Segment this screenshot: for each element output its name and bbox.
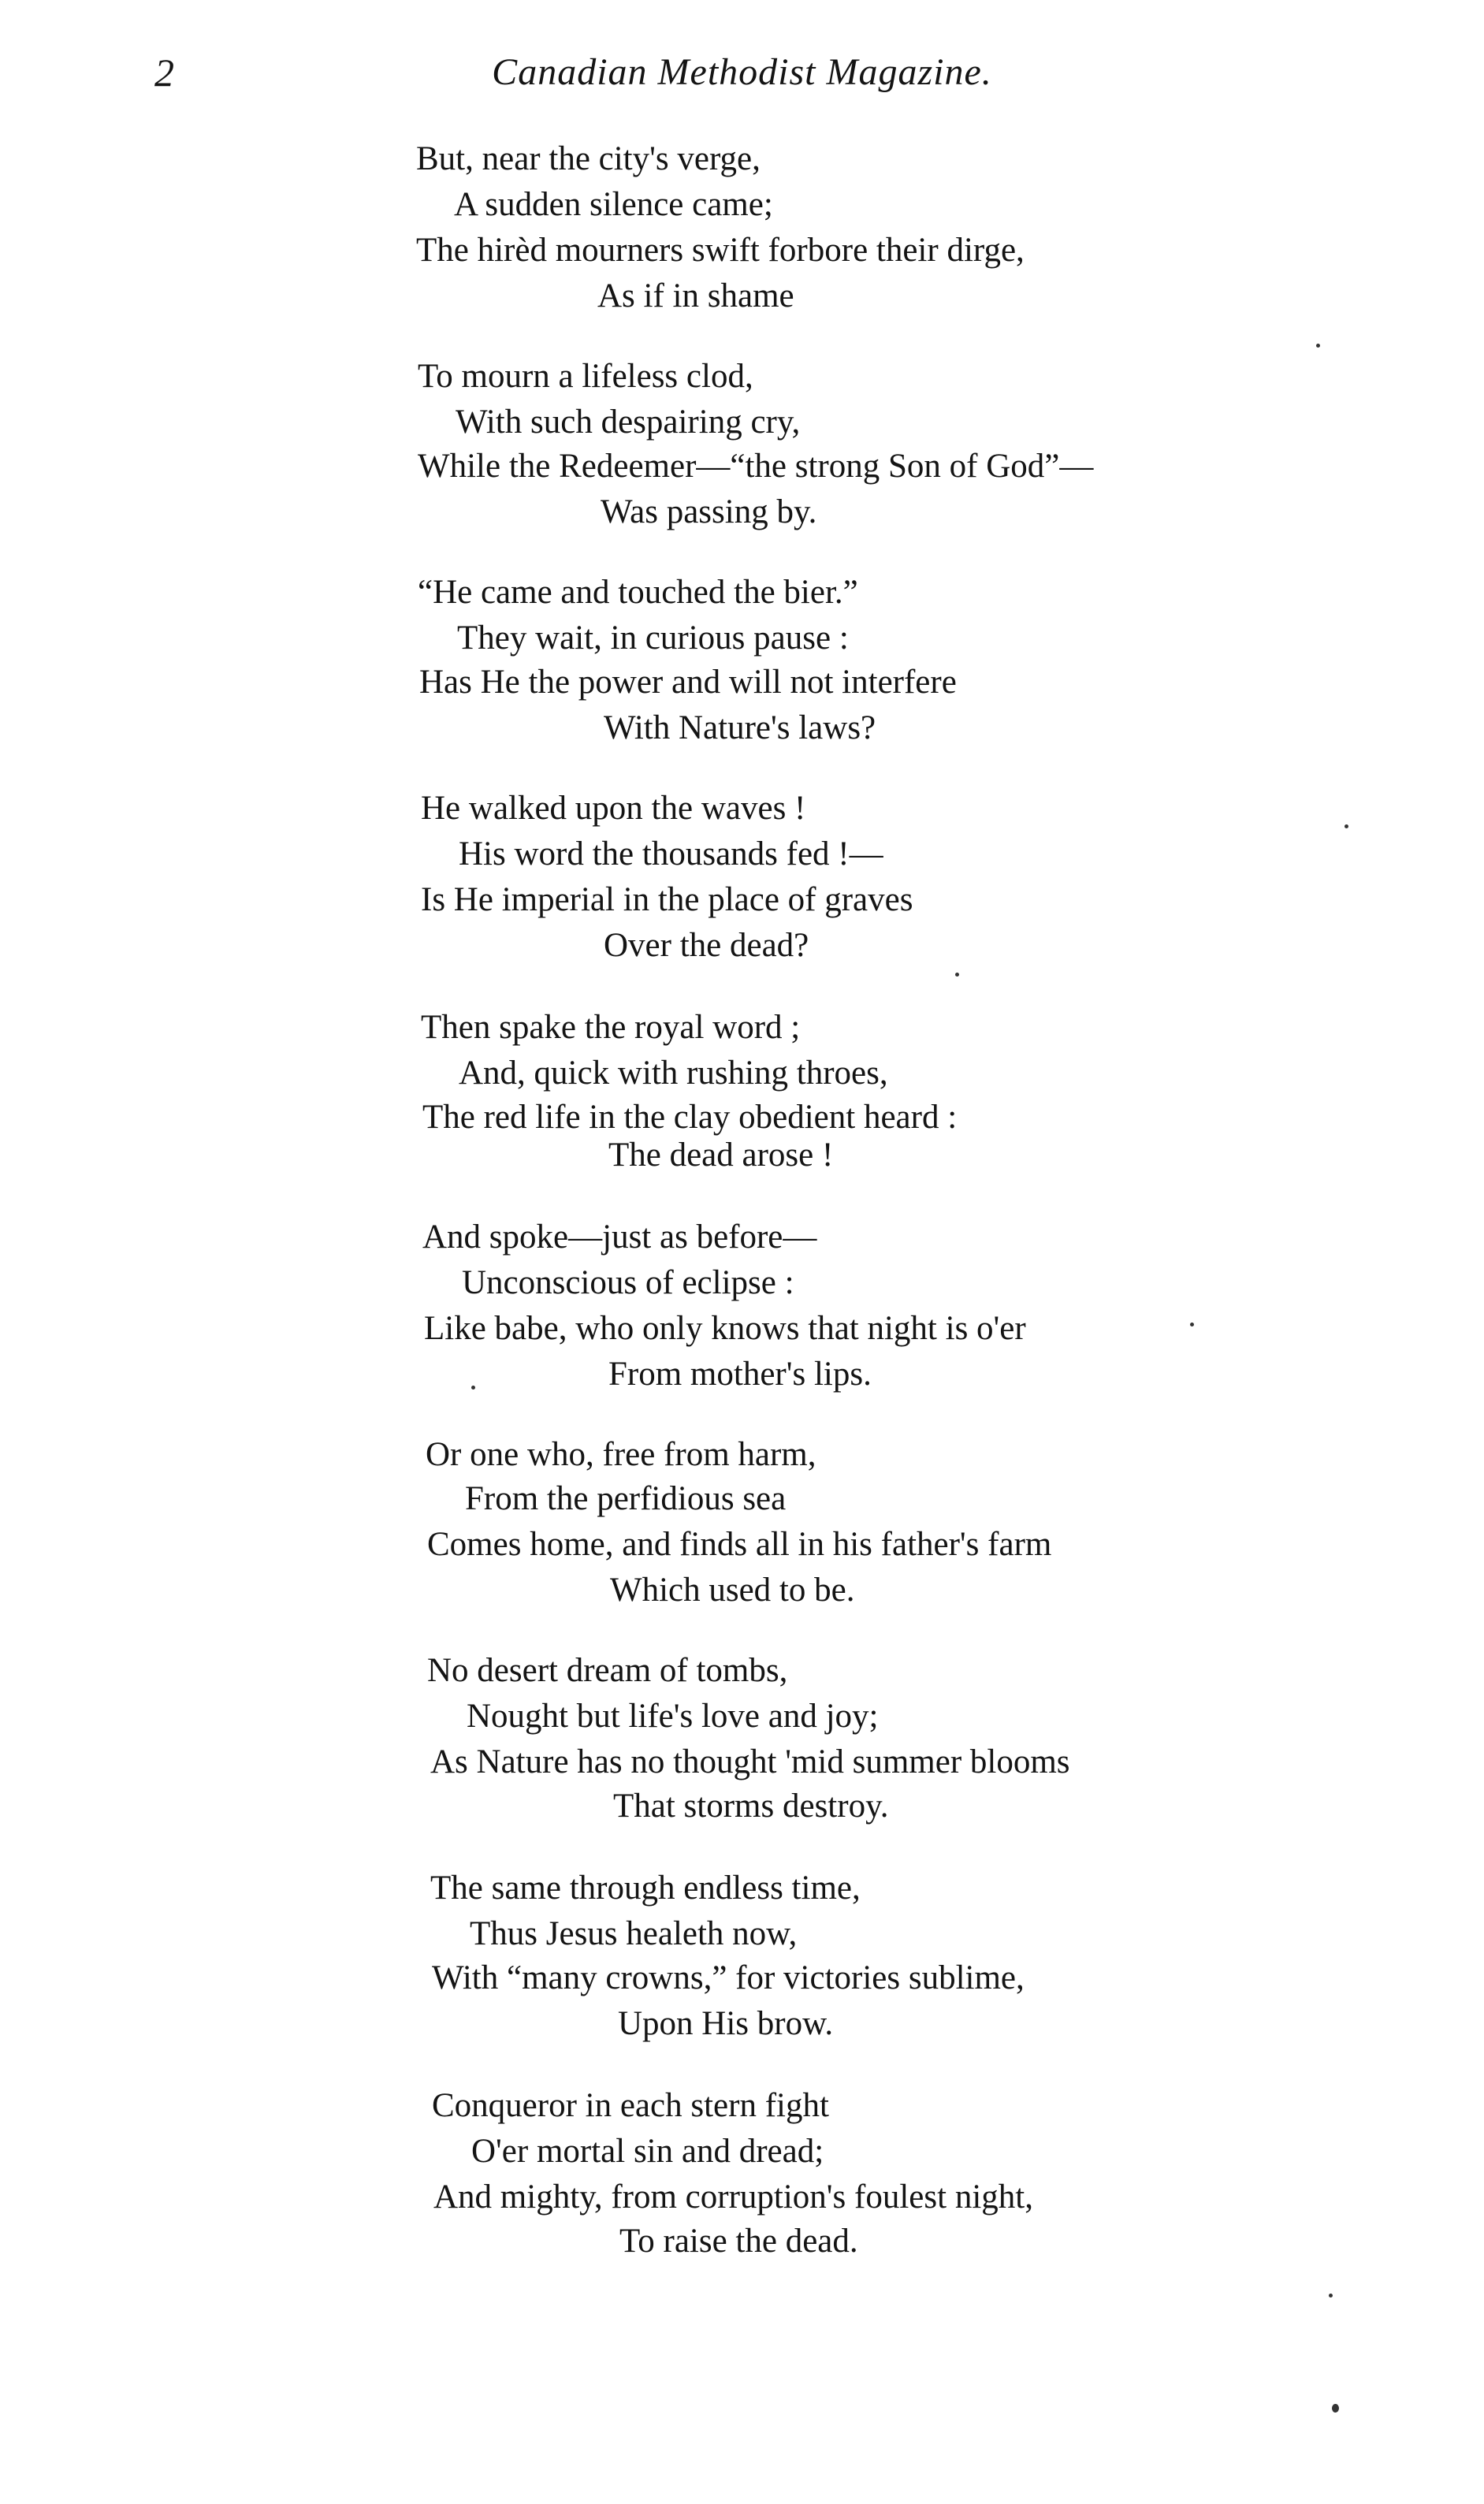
poem-line: Comes home, and finds all in his father's farm: [427, 1526, 1052, 1563]
poem-line: And mighty, from corruption's foulest night,: [433, 2178, 1033, 2216]
poem-line: Thus Jesus healeth now,: [470, 1915, 798, 1952]
poem-line: With such despairing cry,: [456, 404, 801, 441]
poem-line: Or one who, free from harm,: [426, 1436, 816, 1473]
poem-line: Has He the power and will not interfere: [419, 664, 957, 701]
poem-line: His word the thousands fed !—: [459, 835, 883, 872]
poem-line: He walked upon the waves !: [421, 790, 806, 827]
poem-line: The red life in the clay obedient heard :: [422, 1099, 958, 1136]
poem-line: The hirèd mourners swift forbore their dirge,: [416, 232, 1025, 269]
poem-line: Was passing by.: [601, 493, 817, 530]
poem-line: But, near the city's verge,: [416, 140, 761, 177]
poem-line: The dead arose !: [608, 1137, 834, 1174]
scan-speck: [471, 1386, 475, 1390]
poem-line: Conqueror in each stern fight: [432, 2087, 829, 2124]
poem-line: Is He imperial in the place of graves: [421, 881, 913, 918]
poem-line: Like babe, who only knows that night is o'er: [424, 1310, 1026, 1347]
poem-line: From mother's lips.: [608, 1356, 872, 1393]
running-head: Canadian Methodist Magazine.: [492, 51, 992, 93]
poem-line: And, quick with rushing throes,: [459, 1055, 888, 1092]
poem-line: As Nature has no thought 'mid summer blooms: [430, 1743, 1070, 1780]
page-number: 2: [154, 50, 174, 95]
scan-speck: [1190, 1323, 1194, 1326]
poem-line: That storms destroy.: [613, 1788, 889, 1825]
poem-line: With Nature's laws?: [604, 709, 876, 746]
poem-line: From the perfidious sea: [465, 1480, 787, 1517]
scan-speck: [1332, 2404, 1339, 2413]
scan-speck: [1329, 2294, 1333, 2298]
poem-line: As if in shame: [597, 277, 794, 314]
scan-speck: [955, 973, 959, 977]
scan-speck: [1345, 824, 1348, 828]
poem-line: With “many crowns,” for victories sublime,: [432, 1959, 1025, 1996]
scan-speck: [1316, 344, 1320, 348]
poem-line: No desert dream of tombs,: [427, 1652, 788, 1689]
poem-line: A sudden silence came;: [454, 186, 773, 223]
poem-line: To mourn a lifeless clod,: [418, 358, 753, 395]
poem-line: Unconscious of eclipse :: [462, 1264, 794, 1301]
poem-line: “He came and touched the bier.”: [418, 574, 858, 611]
poem-line: They wait, in curious pause :: [457, 619, 849, 657]
poem-line: Upon His brow.: [618, 2005, 834, 2042]
poem-line: Which used to be.: [610, 1572, 855, 1609]
poem-line: To raise the dead.: [619, 2223, 858, 2260]
poem-line: O'er mortal sin and dread;: [471, 2133, 824, 2170]
poem-line: Nought but life's love and joy;: [467, 1698, 879, 1735]
poem-line: Then spake the royal word ;: [421, 1009, 801, 1046]
poem-line: The same through endless time,: [430, 1870, 861, 1907]
poem-line: While the Redeemer—“the strong Son of God”—: [418, 448, 1094, 485]
poem-line: And spoke—just as before—: [422, 1219, 817, 1256]
poem-line: Over the dead?: [604, 927, 809, 964]
